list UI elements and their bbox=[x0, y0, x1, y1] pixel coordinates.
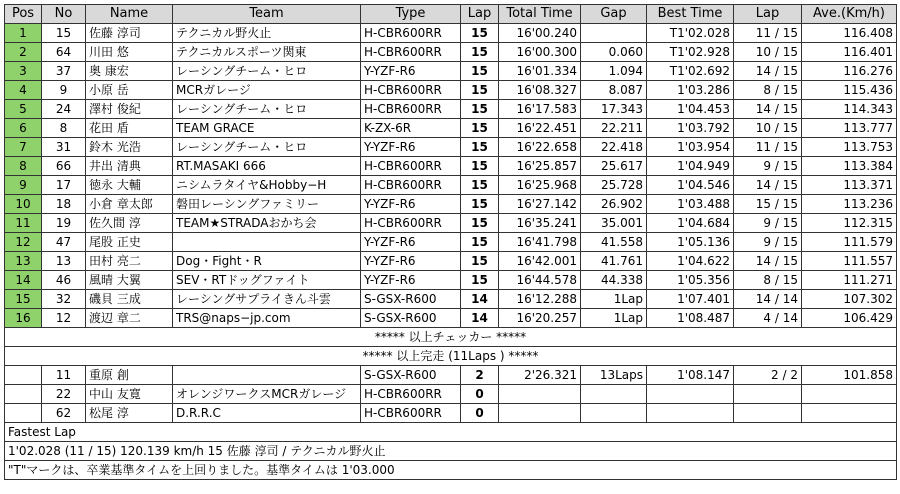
team-cell: TEAM GRACE bbox=[173, 119, 361, 138]
rider-name-cell: 奥 康宏 bbox=[86, 62, 173, 81]
best-time-cell: 1'08.147 bbox=[647, 366, 734, 385]
header-row bbox=[5, 5, 897, 24]
number-cell: 8 bbox=[42, 119, 86, 138]
pos-cell: 4 bbox=[5, 81, 42, 100]
bike-type-cell: S-GSX-R600 bbox=[361, 366, 461, 385]
total-time-cell bbox=[499, 404, 581, 423]
team-cell: RT.MASAKI 666 bbox=[173, 157, 361, 176]
gap-cell: 35.001 bbox=[581, 214, 647, 233]
pos-cell: 14 bbox=[5, 271, 42, 290]
non-finisher-row bbox=[5, 385, 897, 404]
rider-name-cell: 小倉 章太郎 bbox=[86, 195, 173, 214]
team-cell: ニシムラタイヤ&Hobby−H bbox=[173, 176, 361, 195]
bike-type-cell: Y-YZF-R6 bbox=[361, 252, 461, 271]
total-time-cell: 16'00.300 bbox=[499, 43, 581, 62]
rider-name-cell: 花田 盾 bbox=[86, 119, 173, 138]
average-speed-cell: 114.343 bbox=[802, 100, 897, 119]
average-speed-cell: 111.271 bbox=[802, 271, 897, 290]
result-row bbox=[5, 252, 897, 271]
number-cell: 17 bbox=[42, 176, 86, 195]
header-pos: Pos bbox=[5, 5, 42, 24]
team-cell: TEAM★STRADAおかち会 bbox=[173, 214, 361, 233]
total-time-cell: 16'22.451 bbox=[499, 119, 581, 138]
total-time-cell: 16'17.583 bbox=[499, 100, 581, 119]
lap-count-cell: 15 bbox=[461, 100, 499, 119]
gap-cell: 44.338 bbox=[581, 271, 647, 290]
non-finisher-row bbox=[5, 404, 897, 423]
average-speed-cell: 111.557 bbox=[802, 252, 897, 271]
result-row bbox=[5, 157, 897, 176]
best-time-cell: 1'04.453 bbox=[647, 100, 734, 119]
lap-count-cell: 2 bbox=[461, 366, 499, 385]
best-time-cell: 1'05.356 bbox=[647, 271, 734, 290]
result-row bbox=[5, 100, 897, 119]
number-cell: 66 bbox=[42, 157, 86, 176]
header-best-lap: Lap bbox=[734, 5, 802, 24]
lap-count-cell: 15 bbox=[461, 176, 499, 195]
bike-type-cell: Y-YZF-R6 bbox=[361, 62, 461, 81]
note-row bbox=[5, 461, 897, 480]
fastest-lap-row bbox=[5, 442, 897, 461]
total-time-cell bbox=[499, 385, 581, 404]
result-row bbox=[5, 43, 897, 62]
average-speed-cell bbox=[802, 404, 897, 423]
average-speed-cell: 113.777 bbox=[802, 119, 897, 138]
finish-row bbox=[5, 347, 897, 366]
rider-name-cell: 渡辺 章二 bbox=[86, 309, 173, 328]
pos-cell: 13 bbox=[5, 252, 42, 271]
checker-row bbox=[5, 328, 897, 347]
best-time-cell: 1'03.792 bbox=[647, 119, 734, 138]
number-cell: 22 bbox=[42, 385, 86, 404]
rider-name-cell: 中山 友寛 bbox=[86, 385, 173, 404]
best-time-cell: 1'03.954 bbox=[647, 138, 734, 157]
lap-count-cell: 15 bbox=[461, 138, 499, 157]
pos-cell: 11 bbox=[5, 214, 42, 233]
team-cell: レーシングサプライきん斗雲 bbox=[173, 290, 361, 309]
header-type: Type bbox=[361, 5, 461, 24]
team-cell bbox=[173, 233, 361, 252]
gap-cell bbox=[581, 404, 647, 423]
bike-type-cell: S-GSX-R600 bbox=[361, 309, 461, 328]
pos-cell: 12 bbox=[5, 233, 42, 252]
rider-name-cell: 佐藤 淳司 bbox=[86, 24, 173, 43]
lap-count-cell: 15 bbox=[461, 233, 499, 252]
best-lap-cell: 14 / 15 bbox=[734, 62, 802, 81]
bike-type-cell: Y-YZF-R6 bbox=[361, 271, 461, 290]
average-speed-cell: 115.436 bbox=[802, 81, 897, 100]
bike-type-cell: Y-YZF-R6 bbox=[361, 233, 461, 252]
pos-cell: 3 bbox=[5, 62, 42, 81]
rider-name-cell: 田村 亮二 bbox=[86, 252, 173, 271]
team-cell: テクニカル野火止 bbox=[173, 24, 361, 43]
total-time-cell: 16'08.327 bbox=[499, 81, 581, 100]
pos-cell bbox=[5, 385, 42, 404]
lap-count-cell: 15 bbox=[461, 43, 499, 62]
pos-cell: 15 bbox=[5, 290, 42, 309]
average-speed-cell: 106.429 bbox=[802, 309, 897, 328]
rider-name-cell: 尾股 正史 bbox=[86, 233, 173, 252]
fastest-lap-text: 1'02.028 (11 / 15) 120.139 km/h 15 佐藤 淳司 / テクニカル野火止 bbox=[5, 442, 897, 461]
best-time-cell: T1'02.028 bbox=[647, 24, 734, 43]
total-time-cell: 16'42.001 bbox=[499, 252, 581, 271]
total-time-cell: 16'41.798 bbox=[499, 233, 581, 252]
best-time-cell: 1'07.401 bbox=[647, 290, 734, 309]
best-time-cell: 1'03.286 bbox=[647, 81, 734, 100]
total-time-cell: 16'01.334 bbox=[499, 62, 581, 81]
result-row bbox=[5, 176, 897, 195]
header-gap: Gap bbox=[581, 5, 647, 24]
bike-type-cell: H-CBR600RR bbox=[361, 100, 461, 119]
pos-cell: 8 bbox=[5, 157, 42, 176]
average-speed-cell: 107.302 bbox=[802, 290, 897, 309]
pos-cell: 1 bbox=[5, 24, 42, 43]
best-lap-cell: 14 / 15 bbox=[734, 252, 802, 271]
gap-cell: 26.902 bbox=[581, 195, 647, 214]
team-cell: レーシングチーム・ヒロ bbox=[173, 62, 361, 81]
rider-name-cell: 井出 清典 bbox=[86, 157, 173, 176]
gap-cell bbox=[581, 24, 647, 43]
bike-type-cell: H-CBR600RR bbox=[361, 176, 461, 195]
gap-cell: 1Lap bbox=[581, 290, 647, 309]
gap-cell: 22.211 bbox=[581, 119, 647, 138]
pos-cell: 7 bbox=[5, 138, 42, 157]
pos-cell: 5 bbox=[5, 100, 42, 119]
average-speed-cell: 116.408 bbox=[802, 24, 897, 43]
best-time-cell: 1'04.949 bbox=[647, 157, 734, 176]
gap-cell: 17.343 bbox=[581, 100, 647, 119]
total-time-cell: 16'44.578 bbox=[499, 271, 581, 290]
bike-type-cell: H-CBR600RR bbox=[361, 24, 461, 43]
total-time-cell: 16'27.142 bbox=[499, 195, 581, 214]
pos-cell bbox=[5, 366, 42, 385]
result-row bbox=[5, 290, 897, 309]
number-cell: 13 bbox=[42, 252, 86, 271]
result-row bbox=[5, 214, 897, 233]
best-lap-cell: 9 / 15 bbox=[734, 157, 802, 176]
best-lap-cell: 11 / 15 bbox=[734, 24, 802, 43]
best-time-cell: 1'04.622 bbox=[647, 252, 734, 271]
lap-count-cell: 14 bbox=[461, 290, 499, 309]
bike-type-cell: H-CBR600RR bbox=[361, 385, 461, 404]
non-finisher-row bbox=[5, 366, 897, 385]
result-row bbox=[5, 62, 897, 81]
gap-cell: 0.060 bbox=[581, 43, 647, 62]
total-time-cell: 16'22.658 bbox=[499, 138, 581, 157]
bike-type-cell: Y-YZF-R6 bbox=[361, 138, 461, 157]
best-lap-cell: 8 / 15 bbox=[734, 271, 802, 290]
best-lap-cell: 9 / 15 bbox=[734, 233, 802, 252]
rider-name-cell: 徳永 大輔 bbox=[86, 176, 173, 195]
gap-cell: 13Laps bbox=[581, 366, 647, 385]
lap-count-cell: 15 bbox=[461, 62, 499, 81]
result-row bbox=[5, 119, 897, 138]
total-time-cell: 16'00.240 bbox=[499, 24, 581, 43]
best-time-cell: T1'02.928 bbox=[647, 43, 734, 62]
best-time-cell: 1'04.684 bbox=[647, 214, 734, 233]
result-row bbox=[5, 81, 897, 100]
lap-count-cell: 0 bbox=[461, 385, 499, 404]
average-speed-cell: 116.276 bbox=[802, 62, 897, 81]
header-total-time: Total Time bbox=[499, 5, 581, 24]
rider-name-cell: 小原 岳 bbox=[86, 81, 173, 100]
team-cell: レーシングチーム・ヒロ bbox=[173, 138, 361, 157]
best-time-cell: 1'03.488 bbox=[647, 195, 734, 214]
lap-count-cell: 15 bbox=[461, 271, 499, 290]
team-cell: MCRガレージ bbox=[173, 81, 361, 100]
gap-cell: 8.087 bbox=[581, 81, 647, 100]
best-lap-cell: 14 / 15 bbox=[734, 176, 802, 195]
footer-body bbox=[5, 423, 897, 480]
number-cell: 24 bbox=[42, 100, 86, 119]
header-best-time: Best Time bbox=[647, 5, 734, 24]
number-cell: 12 bbox=[42, 309, 86, 328]
number-cell: 62 bbox=[42, 404, 86, 423]
gap-cell: 25.617 bbox=[581, 157, 647, 176]
result-row bbox=[5, 195, 897, 214]
gap-cell: 1.094 bbox=[581, 62, 647, 81]
best-lap-cell: 14 / 14 bbox=[734, 290, 802, 309]
number-cell: 18 bbox=[42, 195, 86, 214]
team-cell: テクニカルスポーツ関東 bbox=[173, 43, 361, 62]
team-cell: オレンジワークスMCRガレージ bbox=[173, 385, 361, 404]
lap-count-cell: 15 bbox=[461, 252, 499, 271]
best-lap-cell: 10 / 15 bbox=[734, 119, 802, 138]
finish-message: ***** 以上完走 (11Laps ) ***** bbox=[5, 347, 897, 366]
best-time-cell: 1'08.487 bbox=[647, 309, 734, 328]
number-cell: 15 bbox=[42, 24, 86, 43]
lap-count-cell: 15 bbox=[461, 157, 499, 176]
result-row bbox=[5, 24, 897, 43]
average-speed-cell: 113.384 bbox=[802, 157, 897, 176]
team-cell bbox=[173, 366, 361, 385]
bike-type-cell: Y-YZF-R6 bbox=[361, 195, 461, 214]
result-row bbox=[5, 138, 897, 157]
bike-type-cell: K-ZX-6R bbox=[361, 119, 461, 138]
lap-count-cell: 15 bbox=[461, 24, 499, 43]
best-time-cell bbox=[647, 404, 734, 423]
fastest-lap-title: Fastest Lap bbox=[5, 423, 897, 442]
best-lap-cell: 4 / 14 bbox=[734, 309, 802, 328]
pos-cell: 9 bbox=[5, 176, 42, 195]
average-speed-cell bbox=[802, 385, 897, 404]
lap-count-cell: 14 bbox=[461, 309, 499, 328]
number-cell: 37 bbox=[42, 62, 86, 81]
team-cell: D.R.R.C bbox=[173, 404, 361, 423]
average-speed-cell: 113.753 bbox=[802, 138, 897, 157]
team-cell: SEV・RTドッグファイト bbox=[173, 271, 361, 290]
rider-name-cell: 風晴 大翼 bbox=[86, 271, 173, 290]
header-name: Name bbox=[86, 5, 173, 24]
bike-type-cell: H-CBR600RR bbox=[361, 214, 461, 233]
team-cell: TRS@naps−jp.com bbox=[173, 309, 361, 328]
gap-cell: 1Lap bbox=[581, 309, 647, 328]
rider-name-cell: 鈴木 光浩 bbox=[86, 138, 173, 157]
gap-cell: 41.558 bbox=[581, 233, 647, 252]
average-speed-cell: 113.236 bbox=[802, 195, 897, 214]
fastest-lap-title-row bbox=[5, 423, 897, 442]
total-time-cell: 2'26.321 bbox=[499, 366, 581, 385]
results-table bbox=[4, 4, 897, 480]
lap-count-cell: 0 bbox=[461, 404, 499, 423]
rider-name-cell: 重原 創 bbox=[86, 366, 173, 385]
gap-cell: 25.728 bbox=[581, 176, 647, 195]
results-sheet bbox=[4, 4, 896, 480]
number-cell: 32 bbox=[42, 290, 86, 309]
header-average-speed: Ave.(Km/h) bbox=[802, 5, 897, 24]
best-lap-cell: 8 / 15 bbox=[734, 81, 802, 100]
pos-cell: 6 bbox=[5, 119, 42, 138]
rider-name-cell: 磯貝 三成 bbox=[86, 290, 173, 309]
rider-name-cell: 川田 悠 bbox=[86, 43, 173, 62]
best-time-cell: 1'05.136 bbox=[647, 233, 734, 252]
note-text: "T"マークは、卒業基準タイムを上回りました。基準タイムは 1'03.000 bbox=[5, 461, 897, 480]
number-cell: 19 bbox=[42, 214, 86, 233]
non-finishers-body bbox=[5, 366, 897, 423]
pos-cell: 2 bbox=[5, 43, 42, 62]
total-time-cell: 16'12.288 bbox=[499, 290, 581, 309]
team-cell: レーシングチーム・ヒロ bbox=[173, 100, 361, 119]
rider-name-cell: 松尾 淳 bbox=[86, 404, 173, 423]
best-lap-cell: 14 / 15 bbox=[734, 100, 802, 119]
result-row bbox=[5, 233, 897, 252]
best-lap-cell: 2 / 2 bbox=[734, 366, 802, 385]
gap-cell: 41.761 bbox=[581, 252, 647, 271]
rider-name-cell: 佐久間 淳 bbox=[86, 214, 173, 233]
average-speed-cell: 112.315 bbox=[802, 214, 897, 233]
team-cell: 磐田レーシングファミリー bbox=[173, 195, 361, 214]
best-lap-cell bbox=[734, 385, 802, 404]
total-time-cell: 16'20.257 bbox=[499, 309, 581, 328]
messages-body bbox=[5, 328, 897, 366]
bike-type-cell: H-CBR600RR bbox=[361, 157, 461, 176]
bike-type-cell: H-CBR600RR bbox=[361, 404, 461, 423]
best-time-cell: T1'02.692 bbox=[647, 62, 734, 81]
best-time-cell: 1'04.546 bbox=[647, 176, 734, 195]
gap-cell bbox=[581, 385, 647, 404]
header-team: Team bbox=[173, 5, 361, 24]
lap-count-cell: 15 bbox=[461, 195, 499, 214]
pos-cell bbox=[5, 404, 42, 423]
bike-type-cell: H-CBR600RR bbox=[361, 81, 461, 100]
checker-message: ***** 以上チェッカー ***** bbox=[5, 328, 897, 347]
average-speed-cell: 111.579 bbox=[802, 233, 897, 252]
lap-count-cell: 15 bbox=[461, 214, 499, 233]
lap-count-cell: 15 bbox=[461, 81, 499, 100]
best-lap-cell: 11 / 15 bbox=[734, 138, 802, 157]
results-body bbox=[5, 24, 897, 328]
number-cell: 46 bbox=[42, 271, 86, 290]
pos-cell: 10 bbox=[5, 195, 42, 214]
number-cell: 31 bbox=[42, 138, 86, 157]
best-lap-cell: 9 / 15 bbox=[734, 214, 802, 233]
team-cell: Dog・Fight・R bbox=[173, 252, 361, 271]
total-time-cell: 16'35.241 bbox=[499, 214, 581, 233]
best-lap-cell: 10 / 15 bbox=[734, 43, 802, 62]
average-speed-cell: 101.858 bbox=[802, 366, 897, 385]
gap-cell: 22.418 bbox=[581, 138, 647, 157]
best-lap-cell bbox=[734, 404, 802, 423]
lap-count-cell: 15 bbox=[461, 119, 499, 138]
best-lap-cell: 15 / 15 bbox=[734, 195, 802, 214]
rider-name-cell: 澤村 俊紀 bbox=[86, 100, 173, 119]
number-cell: 11 bbox=[42, 366, 86, 385]
average-speed-cell: 116.401 bbox=[802, 43, 897, 62]
pos-cell: 16 bbox=[5, 309, 42, 328]
best-time-cell bbox=[647, 385, 734, 404]
header-lap: Lap bbox=[461, 5, 499, 24]
header-no: No bbox=[42, 5, 86, 24]
number-cell: 64 bbox=[42, 43, 86, 62]
average-speed-cell: 113.371 bbox=[802, 176, 897, 195]
bike-type-cell: S-GSX-R600 bbox=[361, 290, 461, 309]
result-row bbox=[5, 309, 897, 328]
bike-type-cell: H-CBR600RR bbox=[361, 43, 461, 62]
total-time-cell: 16'25.857 bbox=[499, 157, 581, 176]
number-cell: 47 bbox=[42, 233, 86, 252]
total-time-cell: 16'25.968 bbox=[499, 176, 581, 195]
result-row bbox=[5, 271, 897, 290]
number-cell: 9 bbox=[42, 81, 86, 100]
